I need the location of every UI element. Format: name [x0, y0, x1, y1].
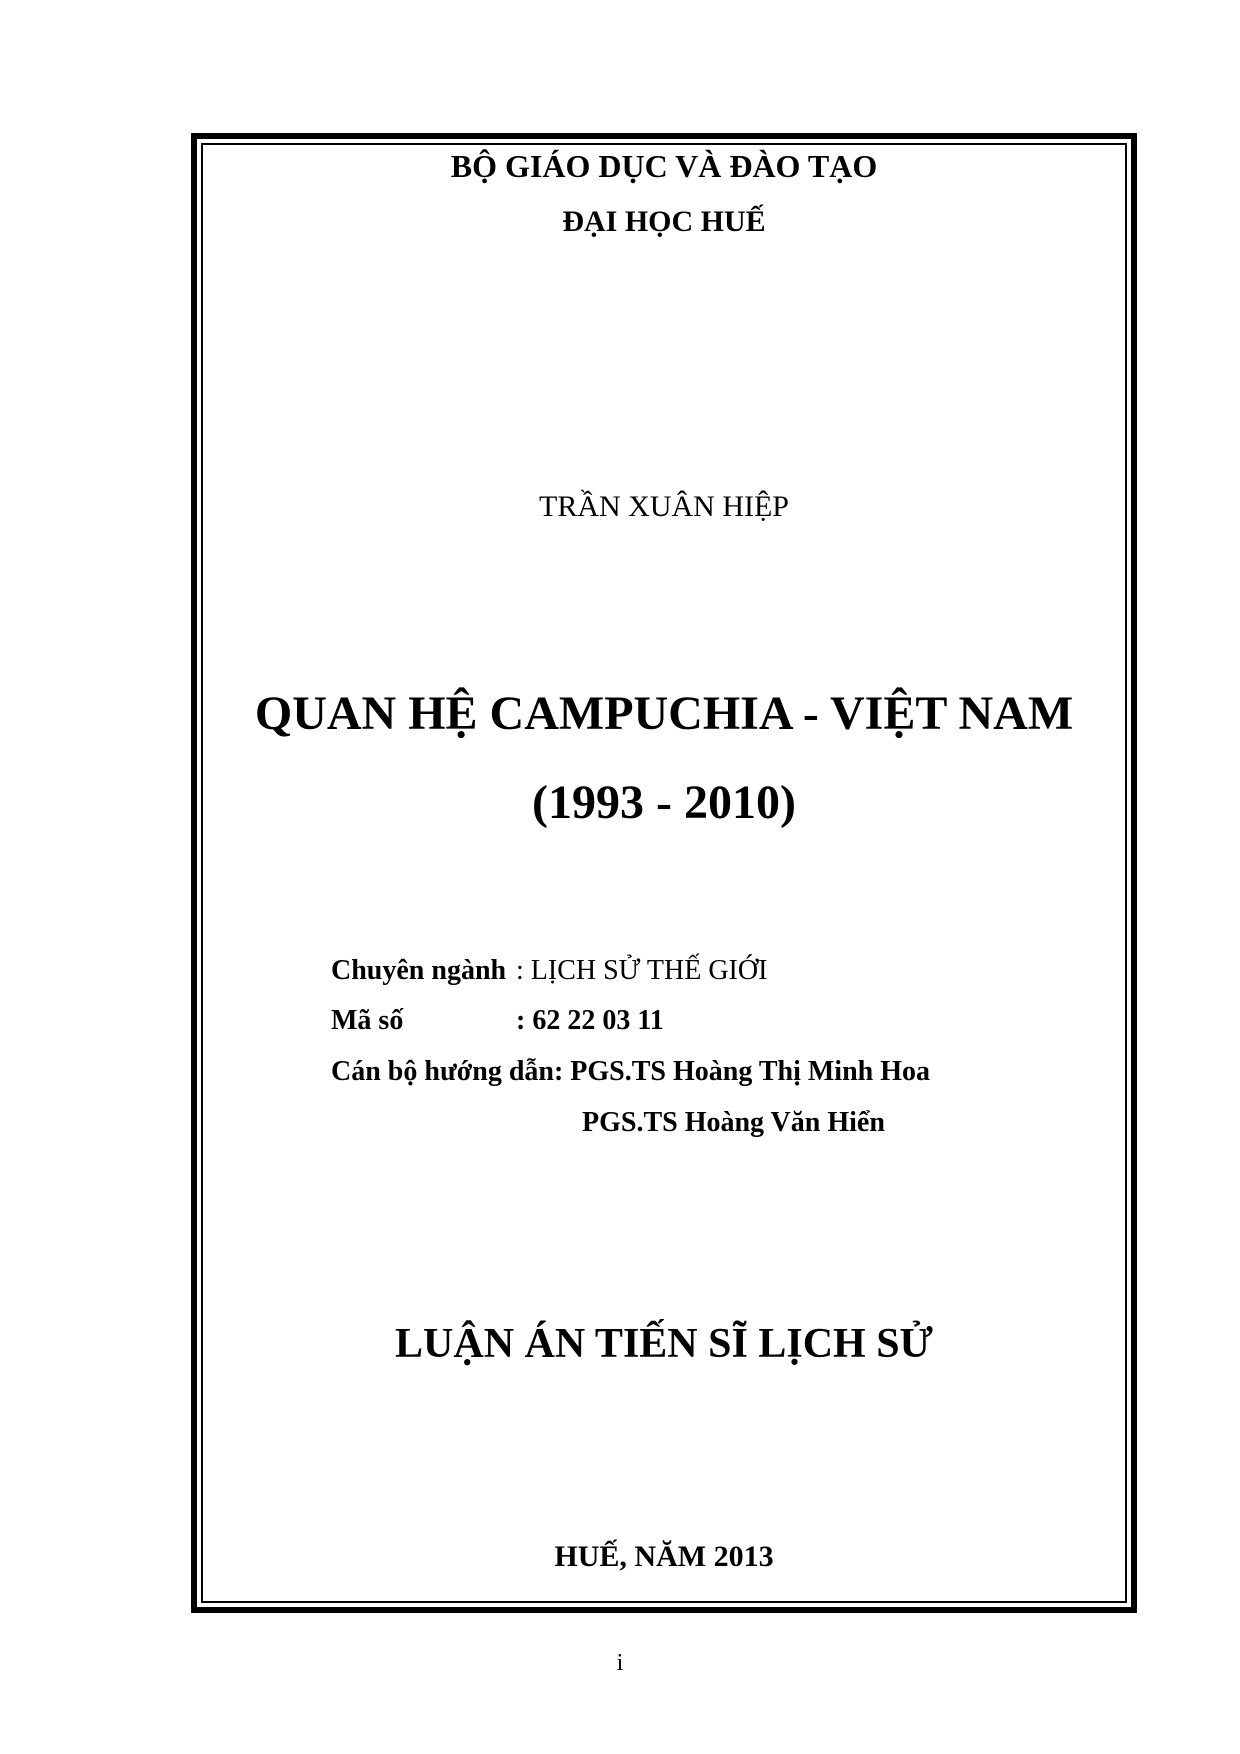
advisor-1: PGS.TS Hoàng Thị Minh Hoa: [570, 1056, 931, 1087]
code-value: : 62 22 03 11: [516, 1005, 664, 1036]
info-advisor-row-2: [582, 1107, 885, 1139]
major-value: : LỊCH SỬ THẾ GIỚI: [516, 955, 768, 986]
place-year: HUẾ, NĂM 2013: [554, 1540, 774, 1573]
info-code-row: [331, 1005, 664, 1037]
code-label: Mã số: [331, 1005, 404, 1036]
page-border-inner: [201, 143, 1127, 1603]
major-label: Chuyên ngành: [331, 955, 507, 986]
advisor-label: Cán bộ hướng dẫn:: [331, 1056, 564, 1087]
advisor-2: PGS.TS Hoàng Văn Hiển: [582, 1107, 885, 1138]
author-name: TRẦN XUÂN HIỆP: [539, 490, 789, 523]
info-advisor-row: [331, 1056, 930, 1088]
degree-title: LUẬN ÁN TIẾN SĨ LỊCH SỬ: [395, 1321, 933, 1367]
university-name: ĐẠI HỌC HUẾ: [562, 205, 766, 238]
info-major-row: [331, 955, 767, 987]
thesis-title-line-1: QUAN HỆ CAMPUCHIA - VIỆT NAM: [254, 687, 1074, 740]
page-number: i: [616, 1650, 624, 1676]
thesis-title-line-2: (1993 - 2010): [532, 776, 796, 829]
ministry-name: BỘ GIÁO DỤC VÀ ĐÀO TẠO: [450, 148, 878, 184]
